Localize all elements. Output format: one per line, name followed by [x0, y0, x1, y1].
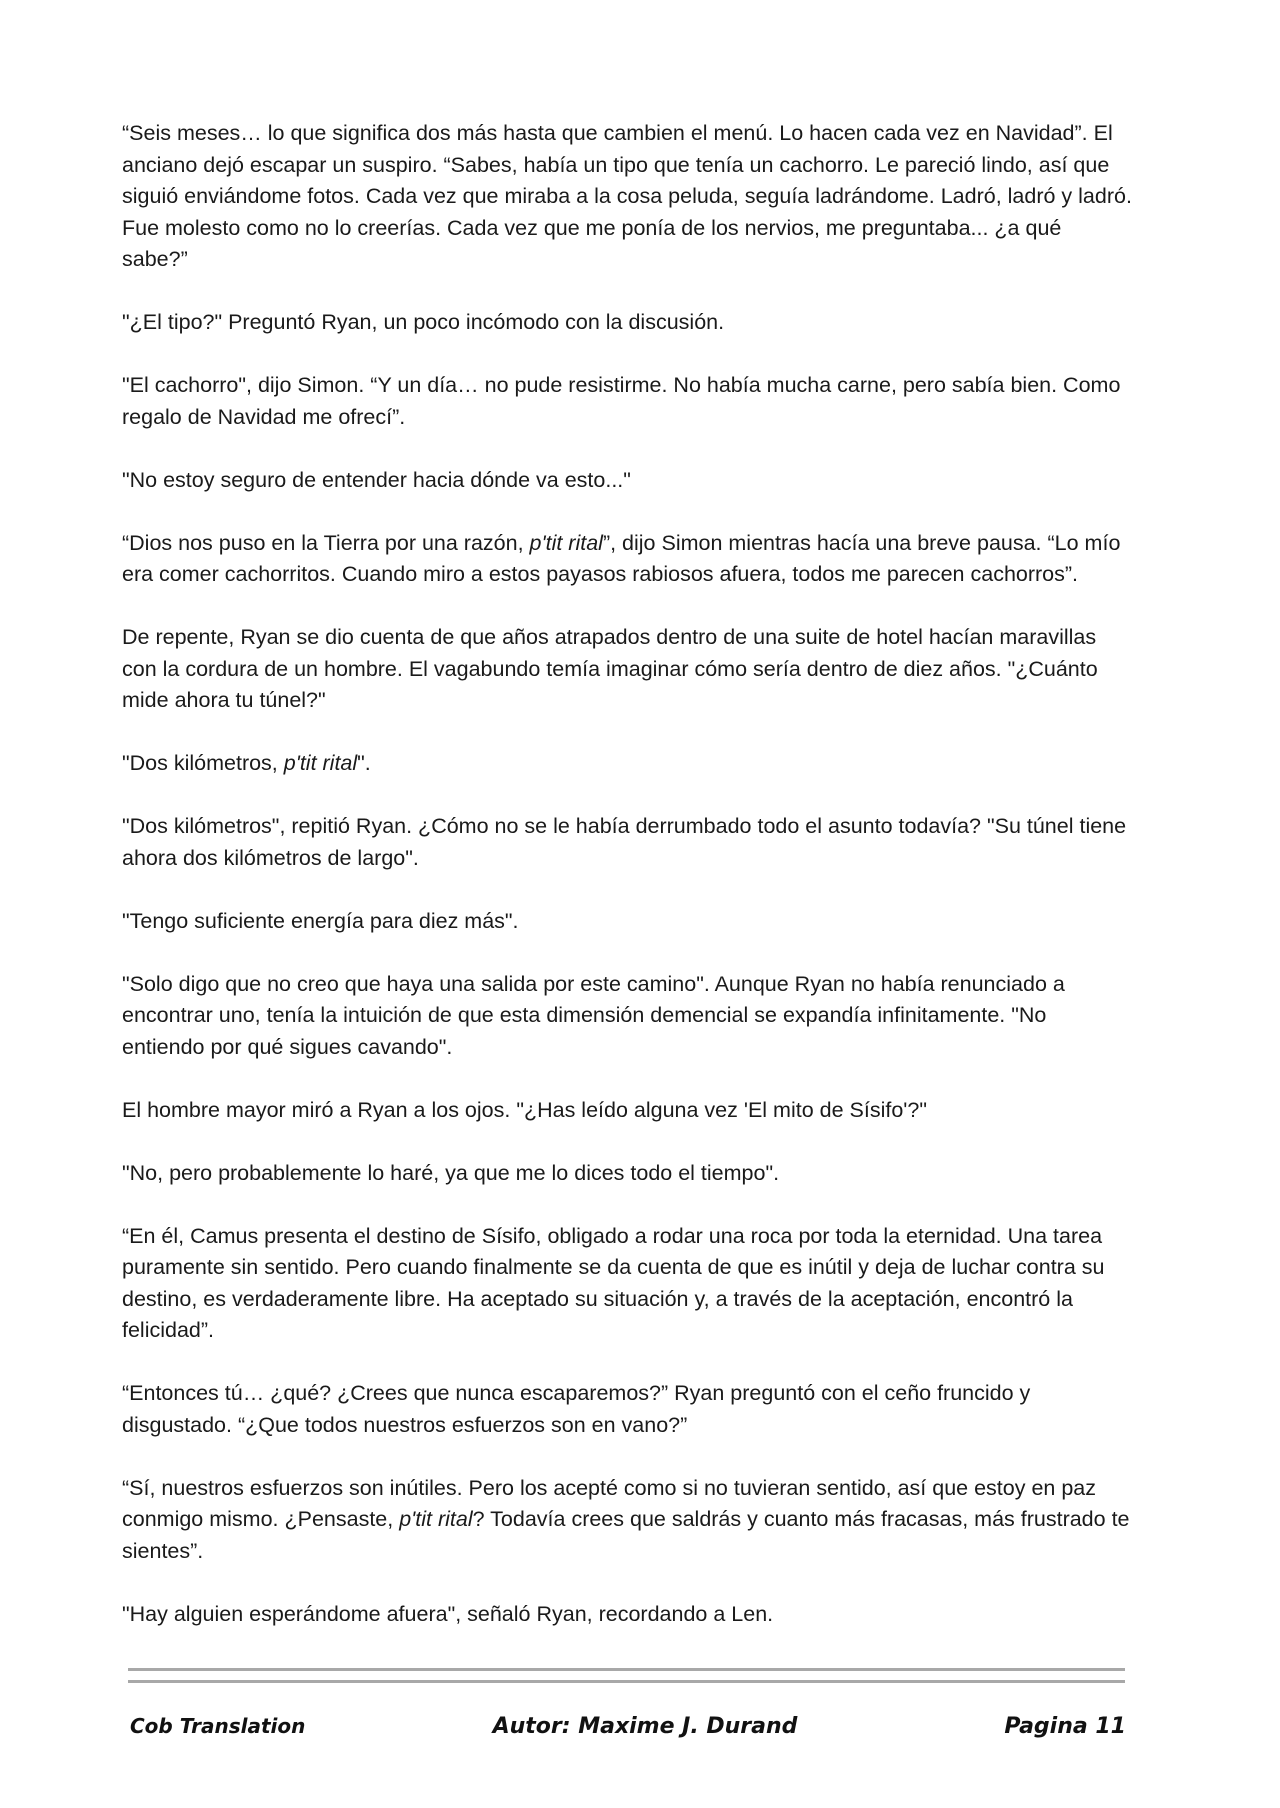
text-run: ? Todavía crees que saldrás y cuanto más fracasas, más frustrado te sientes”.: [122, 1507, 1130, 1563]
paragraph: [122, 1599, 1132, 1631]
footer-divider-top: [128, 1668, 1125, 1671]
paragraph: [122, 465, 1132, 497]
text-run: "No estoy seguro de entender hacia dónde va esto...": [122, 467, 631, 492]
text-run: “Sí, nuestros esfuerzos son inútiles. Pero los acepté como si no tuvieran sentido, así que estoy en paz conmigo mismo. ¿Pensaste,: [122, 1475, 1097, 1531]
text-run: "Tengo suficiente energía para diez más".: [122, 908, 519, 933]
paragraph: [122, 370, 1132, 433]
text-run: El hombre mayor miró a Ryan a los ojos. "¿Has leído alguna vez 'El mito de Sísifo'?": [122, 1097, 927, 1122]
text-run: “Entonces tú… ¿qué? ¿Crees que nunca escaparemos?” Ryan preguntó con el ceño fruncido y disgustado. “¿Que todos nuestros esfuerzos son en vano?”: [122, 1381, 1031, 1437]
paragraph: [122, 1095, 1132, 1127]
paragraph: [122, 528, 1132, 591]
paragraph: [122, 622, 1132, 717]
text-run: “En él, Camus presenta el destino de Sísifo, obligado a rodar una roca por toda la eternidad. Una tarea puramente sin sentido. Pero cuando finalmente se da cuenta de que es inútil y deja de luchar contra su destino, es verdaderamente libre. Ha aceptado su situación y, a través de la aceptación, encontró la felicidad”.: [122, 1223, 1105, 1342]
text-run: "El cachorro", dijo Simon. “Y un día… no pude resistirme. No había mucha carne, pero sabía bien. Como regalo de Navidad me ofrecí”.: [122, 373, 1121, 429]
paragraph: [122, 748, 1132, 780]
footer-page-number: Pagina 11: [1004, 1714, 1126, 1739]
text-run: “Seis meses… lo que significa dos más hasta que cambien el menú. Lo hacen cada vez en Navidad”. El anciano dejó escapar un suspiro. “Sabes, había un tipo que tenía un cachorro. Le pareció lindo, así que siguió enviándome fotos. Cada vez que miraba a la cosa peluda, seguía ladrándome. Ladró, ladró y ladró. Fue molesto como no lo creerías. Cada vez que me ponía de los nervios, me preguntaba... ¿a qué sabe?”: [122, 121, 1132, 271]
text-run: "No, pero probablemente lo haré, ya que me lo dices todo el tiempo".: [122, 1160, 780, 1185]
page-body-text: [122, 118, 1132, 1630]
paragraph: [122, 1221, 1132, 1347]
paragraph: [122, 906, 1132, 938]
text-run: "¿El tipo?" Preguntó Ryan, un poco incómodo con la discusión.: [122, 310, 725, 334]
paragraph: [122, 118, 1132, 276]
paragraph: [122, 1378, 1132, 1441]
footer-divider-bottom: [128, 1680, 1125, 1683]
text-run: “Dios nos puso en la Tierra por una razón,: [122, 530, 530, 555]
text-run: ".: [357, 751, 371, 775]
text-run: ”, dijo Simon mientras hacía una breve pausa. “Lo mío era comer cachorritos. Cuando miro a estos payasos rabiosos afuera, todos me parecen cachorros”.: [122, 530, 1121, 586]
text-run: "Solo digo que no creo que haya una salida por este camino". Aunque Ryan no había renunciado a encontrar uno, tenía la intuición de que esta dimensión demencial se expandía infinitamente. "No entiendo por qué sigues cavando".: [122, 971, 1065, 1059]
footer-translator: Cob Translation: [130, 1714, 306, 1738]
italic-text: p'tit rital: [399, 1507, 473, 1531]
italic-text: p'tit rital: [283, 751, 358, 775]
paragraph: [122, 307, 1132, 339]
text-run: "Hay alguien esperándome afuera", señaló Ryan, recordando a Len.: [122, 1601, 774, 1626]
paragraph: [122, 811, 1132, 874]
text-run: De repente, Ryan se dio cuenta de que años atrapados dentro de una suite de hotel hacían maravillas con la cordura de un hombre. El vagabundo temía imaginar cómo sería dentro de diez años. "¿Cuánto mide ahora tu túnel?": [122, 625, 1098, 712]
italic-text: p'tit rital: [529, 530, 603, 555]
text-run: "Dos kilómetros,: [122, 751, 284, 775]
footer-author: Autor: Maxime J. Durand: [492, 1714, 798, 1739]
paragraph: [122, 969, 1132, 1064]
paragraph: [122, 1158, 1132, 1190]
text-run: "Dos kilómetros", repitió Ryan. ¿Cómo no se le había derrumbado todo el asunto todavía? "Su túnel tiene ahora dos kilómetros de largo".: [122, 814, 1127, 870]
paragraph: [122, 1473, 1132, 1568]
